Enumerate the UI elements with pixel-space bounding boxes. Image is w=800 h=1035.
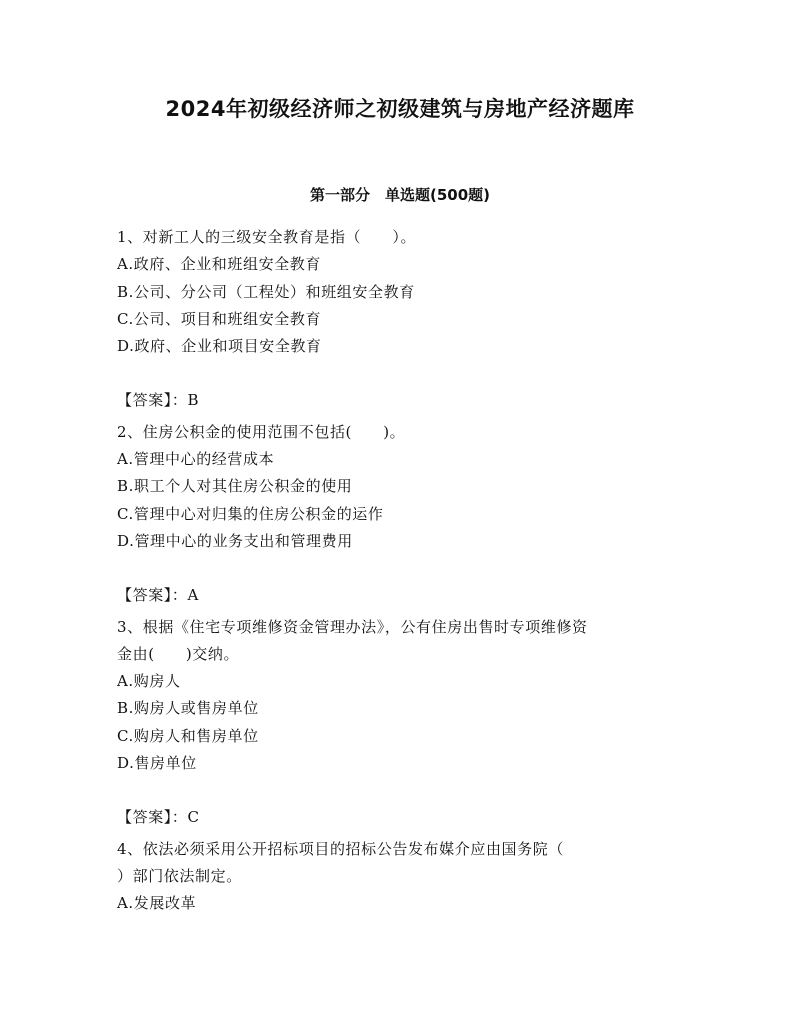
option-a: A.发展改革	[117, 894, 197, 913]
spacer	[117, 555, 687, 582]
question-text: 3、根据《住宅专项维修资金管理办法》，公有住房出售时专项维修资	[117, 617, 588, 636]
option-a: A.购房人	[117, 672, 181, 691]
option-d: D.售房单位	[117, 754, 197, 773]
option-b: B.公司、分公司（工程处）和班组安全教育	[117, 282, 415, 301]
question-list	[117, 224, 687, 918]
option-d: D.管理中心的业务支出和管理费用	[117, 531, 353, 550]
spacer	[117, 777, 687, 804]
question-text-continued: 金由( )交纳。	[117, 644, 240, 663]
option-c: C.公司、项目和班组安全教育	[117, 309, 322, 328]
spacer	[117, 360, 687, 387]
question-text: 4、依法必须采用公开招标项目的招标公告发布媒介应由国务院（	[117, 839, 564, 858]
option-c: C.管理中心对归集的住房公积金的运作	[117, 504, 384, 523]
option-c: C.购房人和售房单位	[117, 726, 259, 745]
question-item	[117, 836, 687, 918]
question-text-continued: ）部门依法制定。	[117, 866, 242, 885]
section-title: 第一部分 单选题(500题)	[309, 186, 491, 204]
question-text: 2、住房公积金的使用范围不包括( )。	[117, 422, 406, 441]
option-d: D.政府、企业和项目安全教育	[117, 337, 322, 356]
question-item	[117, 224, 687, 419]
option-b: B.职工个人对其住房公积金的使用	[117, 477, 353, 496]
option-a: A.管理中心的经营成本	[117, 450, 275, 469]
option-b: B.购房人或售房单位	[117, 699, 259, 718]
answer-line: 【答案】：A	[117, 586, 199, 605]
page-title: 2024年初级经济师之初级建筑与房地产经济题库	[165, 97, 635, 121]
answer-line: 【答案】：C	[117, 808, 200, 827]
answer-line: 【答案】：B	[117, 391, 200, 410]
question-text: 1、对新工人的三级安全教育是指（ ）。	[117, 228, 417, 246]
option-a: A.政府、企业和班组安全教育	[117, 255, 322, 274]
question-item	[117, 614, 687, 836]
question-item	[117, 419, 687, 614]
